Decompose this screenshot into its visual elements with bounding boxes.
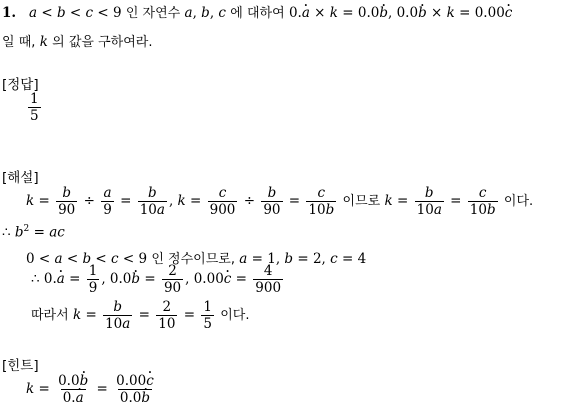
explanation-line-2: ∴ $b^2$ = ac [2, 224, 65, 241]
hint-formula: k = $\frac{0.0\cdot b}{0.\cdot a}$ = $\frac{0.00\cdot c}{0.0\cdot b}$ [26, 374, 158, 405]
explanation-text-is2: 이다. [220, 308, 250, 324]
explanation-text-since: 이므로 [342, 194, 381, 210]
explanation-line-4: ∴ 0.· a = $\frac{1}{9}$ , 0.0· b = $\frac{2}{90}$ , 0.00· c = $\frac{4}{900}$ [31, 264, 285, 295]
explanation-text-int: 인 정수이므로, [151, 252, 235, 267]
explanation-line-1: k = $\frac{b}{90}$ ÷ $\frac{a}{9}$ = $\frac{b}{10a}$ , k = $\frac{c}{900}$ ÷ $\frac{b}{90}$ = $\frac{c}{10b}$ 이므로 k = $\frac{b}{10a}$ = $\frac{c}{10b}$ 이다. [26, 185, 534, 219]
answer-denominator: 5 [30, 108, 39, 125]
problem-text-about: 에 대하여 [230, 6, 285, 21]
answer-numerator: 1 [30, 91, 39, 107]
hint-header: [힌트] [2, 358, 39, 374]
explanation-header: [해설] [2, 170, 39, 186]
explanation-line-3: 0 < a < b < c < 9 인 정수이므로, a = 1, b = 2, c = 4 [26, 251, 367, 267]
problem-number: 1. [2, 5, 17, 21]
problem-line-2: 일 때, k 의 값을 구하여라. [2, 34, 153, 50]
problem-text-when: 일 때, [2, 35, 36, 50]
explanation-text-so: 따라서 [31, 308, 69, 324]
explanation-line-5: 따라서 k = $\frac{b}{10a}$ = $\frac{2}{10}$ = $\frac{1}{5}$ 이다. [31, 299, 250, 333]
problem-text-value: 의 값을 구하여라. [52, 35, 153, 50]
answer-fraction [26, 92, 43, 123]
problem-line-1: 1. a < b < c < 9 인 자연수 a, b, c 에 대하여 0.· a × k = 0.0· b, 0.0· b × k = 0.00· c [2, 2, 512, 21]
answer-header: [정답] [2, 77, 39, 93]
problem-text-int: 인 자연수 [125, 6, 181, 21]
explanation-text-is: 이다. [503, 194, 534, 210]
